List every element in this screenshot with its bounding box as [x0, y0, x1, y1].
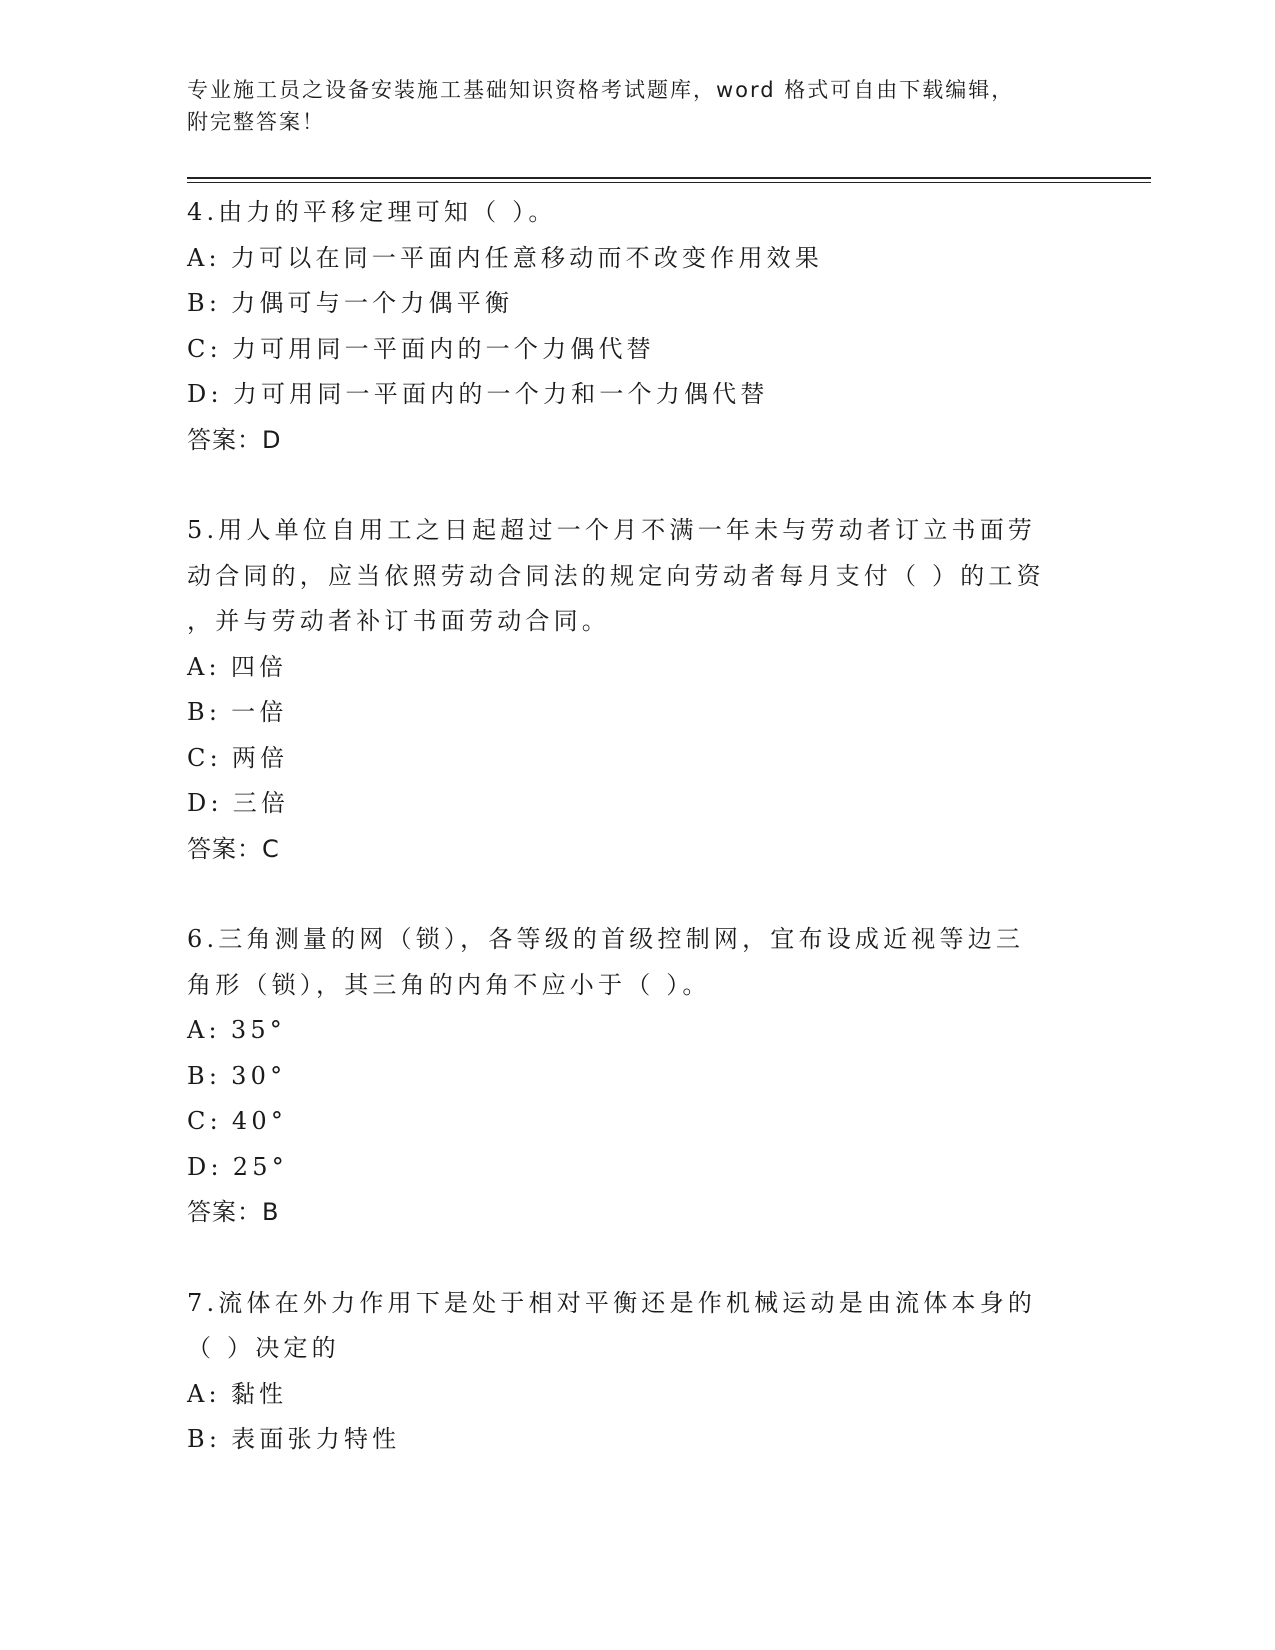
option-text: 三倍 [232, 789, 290, 817]
option-separator: : [209, 743, 222, 772]
option-separator: : [208, 1379, 221, 1408]
answer-option [187, 327, 1087, 373]
option-text: 表面张力特性 [231, 1425, 401, 1453]
answer-option [187, 1008, 1087, 1054]
question-list [187, 190, 1087, 1508]
answer-key: 答案：C [187, 834, 280, 863]
option-separator: : [208, 698, 222, 726]
option-letter: B [187, 1425, 209, 1453]
question-stem-line: 角形（锁），其三角的内角不应小于（ ）。 [187, 970, 711, 999]
option-letter: C [187, 334, 210, 363]
option-letter: B [187, 698, 209, 726]
option-text: 40° [231, 1107, 288, 1135]
answer-option [187, 1145, 1087, 1191]
option-text: 黏性 [230, 1379, 288, 1408]
option-separator: : [208, 289, 222, 317]
question-stem-line: （ ）决定的 [187, 1334, 340, 1362]
option-separator: : [210, 380, 223, 408]
answer-option [187, 645, 1087, 691]
header-rule-thin [187, 182, 1151, 183]
header-line-1: 专业施工员之设备安装施工基础知识资格考试题库，word 格式可自由下载编辑， [187, 78, 1015, 102]
question-stem-line: 7.流体在外力作用下是处于相对平衡还是作机械运动是由流体本身的 [187, 1288, 1037, 1317]
answer-option [187, 781, 1087, 827]
option-separator: : [210, 1152, 223, 1181]
document-header [187, 74, 1087, 138]
option-text: 25° [232, 1152, 288, 1181]
answer-key: 答案：B [187, 1198, 280, 1226]
question-block [187, 917, 1087, 1236]
option-separator: : [209, 334, 222, 363]
option-letter: B [187, 1061, 209, 1090]
answer-option [187, 1099, 1087, 1145]
option-letter: A [187, 1016, 209, 1044]
option-separator: : [209, 1107, 222, 1135]
question-block [187, 508, 1087, 872]
option-separator: : [210, 789, 223, 817]
answer-option [187, 1417, 1087, 1463]
question-stem-line: 6.三角测量的网（锁），各等级的首级控制网，宜布设成近视等边三 [187, 925, 1025, 953]
option-letter: C [187, 1107, 210, 1135]
option-text: 力可用同一平面内的一个力偶代替 [231, 334, 655, 363]
header-rule-thick [187, 177, 1151, 179]
option-letter: A [187, 652, 209, 681]
option-separator: : [208, 652, 221, 681]
question-stem-line: ，并与劳动者补订书面劳动合同。 [187, 607, 610, 635]
option-text: 两倍 [231, 743, 289, 772]
option-text: 力可用同一平面内的一个力和一个力偶代替 [232, 380, 769, 408]
option-letter: A [187, 1379, 209, 1408]
option-letter: D [187, 789, 211, 817]
answer-option [187, 1372, 1087, 1418]
option-letter: B [187, 289, 209, 317]
option-letter: A [187, 243, 209, 272]
answer-option [187, 1054, 1087, 1100]
question-stem-line: 5.用人单位自用工之日起超过一个月不满一年未与劳动者订立书面劳 [187, 516, 1037, 544]
header-line-2: 附完整答案！ [187, 110, 325, 134]
option-text: 35° [230, 1016, 286, 1044]
option-separator: : [208, 1425, 222, 1453]
question-stem-line: 动合同的，应当依照劳动合同法的规定向劳动者每月支付（ ）的工资 [187, 561, 1045, 590]
question-stem-line: 4.由力的平移定理可知（ ）。 [187, 198, 557, 226]
option-letter: D [187, 380, 211, 408]
option-text: 四倍 [230, 652, 288, 681]
answer-option [187, 736, 1087, 782]
answer-key: 答案：D [187, 425, 282, 454]
option-letter: D [187, 1152, 211, 1181]
answer-option [187, 372, 1087, 418]
answer-option [187, 236, 1087, 282]
option-separator: : [208, 1061, 222, 1090]
question-block [187, 190, 1087, 463]
option-text: 30° [231, 1061, 287, 1090]
option-text: 一倍 [231, 698, 288, 726]
option-separator: : [208, 1016, 221, 1044]
option-text: 力可以在同一平面内任意移动而不改变作用效果 [230, 243, 824, 272]
option-text: 力偶可与一个力偶平衡 [231, 289, 514, 317]
option-letter: C [187, 743, 210, 772]
answer-option [187, 281, 1087, 327]
option-separator: : [208, 243, 221, 272]
answer-option [187, 690, 1087, 736]
question-block [187, 1281, 1087, 1463]
